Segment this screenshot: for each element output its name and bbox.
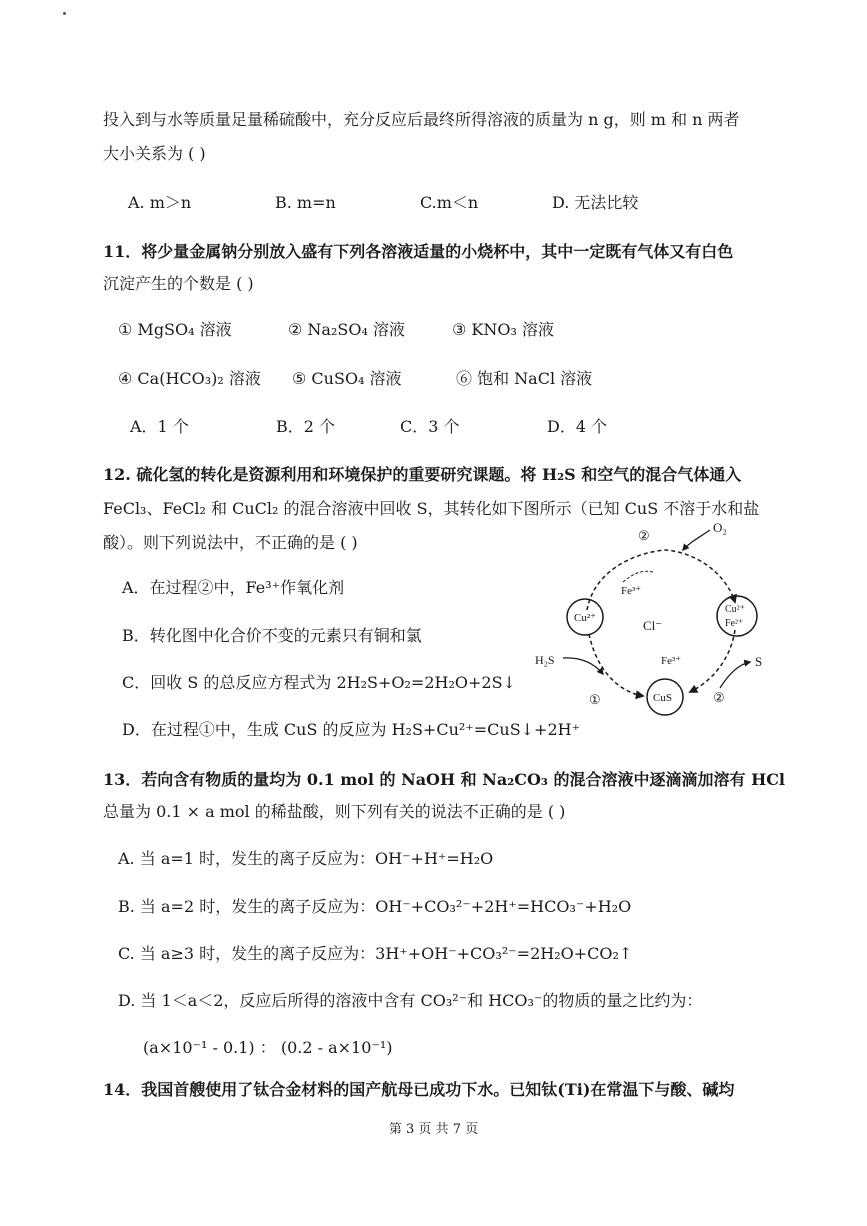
q12-option-c: C．回收 S 的总反应方程式为 2H₂S+O₂=2H₂O+2S↓ xyxy=(122,673,516,692)
scan-speck xyxy=(63,12,66,15)
q10-option-a: A. m＞n xyxy=(128,193,192,212)
fe3-bottom-label: Fe³⁺ xyxy=(661,655,682,667)
fe2-right-label: Fe²⁺ xyxy=(725,618,744,629)
q13-option-d-ratio: (a×10⁻¹ - 0.1) ： (0.2 - a×10⁻¹) xyxy=(143,1038,393,1057)
cu2-right-label: Cu²⁺ xyxy=(725,604,745,615)
q12-option-b: B．转化图中化合价不变的元素只有铜和氯 xyxy=(122,626,422,645)
h2s-label: H₂S xyxy=(535,653,555,667)
o2-label: O₂ xyxy=(713,520,727,535)
cus-label: CuS xyxy=(653,692,672,704)
q11-option-b: B．2 个 xyxy=(276,417,336,436)
q11-item-6: ⑥ 饱和 NaCl 溶液 xyxy=(456,369,593,388)
q11-item-2: ② Na₂SO₄ 溶液 xyxy=(288,320,405,339)
q14-line1: 14．我国首艘使用了钛合金材料的国产航母已成功下水。已知钛(Ti)在常温下与酸、碱均 xyxy=(103,1080,735,1099)
fe3-top-label: Fe³⁺ xyxy=(621,585,642,597)
q13-line2: 总量为 0.1 × a mol 的稀盐酸，则下列有关的说法不正确的是 ( ) xyxy=(103,802,566,821)
q10-line1: 投入到与水等质量足量稀硫酸中，充分反应后最终所得溶液的质量为 n g，则 m 和 n 两者 xyxy=(103,110,740,129)
sulfur-recovery-cycle-diagram xyxy=(525,512,785,727)
cu-fe-right-circle xyxy=(717,596,757,636)
q12-option-d: D．在过程①中，生成 CuS 的反应为 H₂S+Cu²⁺=CuS↓+2H⁺ xyxy=(122,720,581,739)
fe3-top-link xyxy=(623,571,653,582)
cycle-arc-right xyxy=(690,630,735,692)
q10-line2: 大小关系为 ( ) xyxy=(103,144,206,163)
q12-option-a: A．在过程②中，Fe³⁺作氧化剂 xyxy=(122,578,345,597)
q10-option-d: D. 无法比较 xyxy=(552,193,639,212)
o2-arrow xyxy=(683,530,710,550)
q13-option-b: B. 当 a=2 时，发生的离子反应为：OH⁻+CO₃²⁻+2H⁺=HCO₃⁻+H₂O xyxy=(118,897,632,916)
step1-label: ① xyxy=(589,692,601,707)
cycle-arc-left xyxy=(589,634,643,696)
q12-line3: 酸）。则下列说法中，不正确的是 ( ) xyxy=(103,533,358,552)
chloride-label: Cl⁻ xyxy=(643,618,663,633)
q11-item-4: ④ Ca(HCO₃)₂ 溶液 xyxy=(118,369,261,388)
q13-line1: 13．若向含有物质的量均为 0.1 mol 的 NaOH 和 Na₂CO₃ 的混合溶液中逐滴滴加溶有 HCl xyxy=(103,770,786,789)
q11-option-a: A．1 个 xyxy=(130,417,189,436)
q11-item-3: ③ KNO₃ 溶液 xyxy=(452,320,555,339)
q11-item-5: ⑤ CuSO₄ 溶液 xyxy=(292,369,402,388)
q11-option-c: C．3 个 xyxy=(400,417,460,436)
q11-option-d: D．4 个 xyxy=(547,417,608,436)
sulfur-label: S xyxy=(755,654,763,669)
q11-line1: 11．将少量金属钠分别放入盛有下列各溶液适量的小烧杯中，其中一定既有气体又有白色 xyxy=(103,242,734,261)
step2-top-label: ② xyxy=(638,528,650,543)
q13-option-c: C. 当 a≥3 时，发生的离子反应为：3H⁺+OH⁻+CO₃²⁻=2H₂O+CO₂↑ xyxy=(118,944,633,963)
q12-line2: FeCl₃、FeCl₂ 和 CuCl₂ 的混合溶液中回收 S，其转化如下图所示（已知 CuS 不溶于水和盐 xyxy=(103,499,760,518)
q12-line1: 12. 硫化氢的转化是资源利用和环境保护的重要研究课题。将 H₂S 和空气的混合气体通入 xyxy=(103,465,742,484)
cycle-arc-top xyxy=(587,550,735,610)
cu2-left-label: Cu²⁺ xyxy=(574,612,596,624)
page-footer: 第 3 页 共 7 页 xyxy=(388,1122,479,1137)
q11-item-1: ① MgSO₄ 溶液 xyxy=(118,320,232,339)
step2-bottom-label: ② xyxy=(713,690,725,705)
q10-option-c: C.m＜n xyxy=(420,193,479,212)
s-arrow xyxy=(720,662,750,688)
q13-option-d: D. 当 1＜a＜2，反应后所得的溶液中含有 CO₃²⁻和 HCO₃⁻的物质的量之比约为： xyxy=(118,991,703,1010)
q13-option-a: A. 当 a=1 时，发生的离子反应为：OH⁻+H⁺=H₂O xyxy=(118,849,494,868)
q10-option-b: B. m=n xyxy=(275,193,336,212)
h2s-arrow xyxy=(563,658,603,674)
q11-line2: 沉淀产生的个数是 ( ) xyxy=(103,274,254,293)
